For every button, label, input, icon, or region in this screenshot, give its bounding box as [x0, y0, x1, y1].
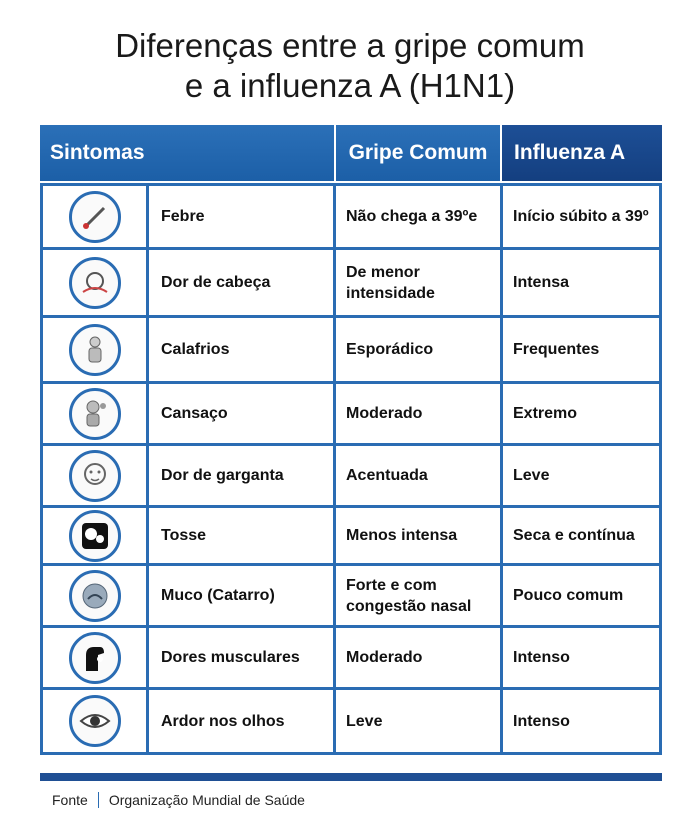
eye-icon	[69, 695, 121, 747]
muscle-pain-icon	[69, 632, 121, 684]
symptom-cell: Calafrios	[149, 318, 336, 381]
table-row	[43, 384, 659, 446]
page-title	[0, 26, 700, 106]
symptom-cell: Dor de garganta	[149, 446, 336, 505]
influenza-cell: Intensa	[513, 274, 570, 291]
table-row	[43, 250, 659, 318]
influenza-cell: Frequentes	[513, 341, 600, 358]
thermometer-icon	[69, 191, 121, 243]
source-separator	[98, 792, 99, 808]
footer-bar	[40, 773, 662, 781]
source-value: Organização Mundial de Saúde	[108, 792, 305, 808]
comparison-table	[40, 125, 662, 755]
symptom-cell: Muco (Catarro)	[149, 566, 336, 625]
title-line-2: e a influenza A (H1N1)	[184, 67, 516, 104]
mucus-icon	[69, 570, 121, 622]
symptom-cell: Febre	[149, 186, 336, 247]
influenza-cell: Pouco comum	[513, 587, 624, 604]
influenza-cell: Leve	[513, 467, 550, 484]
common-flu-cell: De menor intensidade	[336, 250, 503, 315]
common-flu-cell: Esporádico	[336, 318, 503, 381]
influenza-cell: Início súbito a 39º	[513, 208, 649, 225]
header-influenza-a: Influenza A	[502, 125, 662, 181]
influenza-cell: Intenso	[513, 712, 570, 730]
common-flu-cell: Moderado	[336, 628, 503, 687]
title-line-1: Diferenças entre a gripe comum	[115, 27, 585, 64]
table-row	[43, 318, 659, 384]
headache-icon	[69, 257, 121, 309]
common-flu-cell: Menos intensa	[336, 508, 503, 563]
common-flu-cell: Forte e com congestão nasal	[336, 566, 503, 625]
source-credit	[52, 792, 305, 808]
symptom-cell: Dores musculares	[149, 628, 336, 687]
table-row	[43, 566, 659, 628]
table-row	[43, 508, 659, 566]
influenza-cell: Intenso	[513, 649, 570, 666]
tiredness-icon	[69, 388, 121, 440]
influenza-cell: Extremo	[513, 405, 578, 422]
common-flu-cell: Moderado	[336, 384, 503, 443]
source-label: Fonte	[52, 792, 88, 808]
table-row	[43, 628, 659, 690]
table-body	[40, 183, 662, 755]
header-symptoms: Sintomas	[40, 125, 336, 181]
table-row	[43, 690, 659, 752]
symptom-cell: Cansaço	[149, 384, 336, 443]
cough-icon	[69, 510, 121, 562]
chills-icon	[69, 324, 121, 376]
common-flu-cell: Acentuada	[336, 446, 503, 505]
common-flu-cell: Leve	[336, 690, 503, 752]
symptom-cell: Tosse	[149, 508, 336, 563]
symptom-cell: Dor de cabeça	[149, 250, 336, 315]
common-flu-cell: Não chega a 39ºe	[336, 186, 503, 247]
sore-throat-icon	[69, 450, 121, 502]
table-row	[43, 186, 659, 250]
influenza-cell: Seca e contínua	[513, 527, 635, 544]
header-common-flu: Gripe Comum	[336, 125, 502, 181]
table-row	[43, 446, 659, 508]
symptom-cell: Ardor nos olhos	[149, 690, 336, 752]
